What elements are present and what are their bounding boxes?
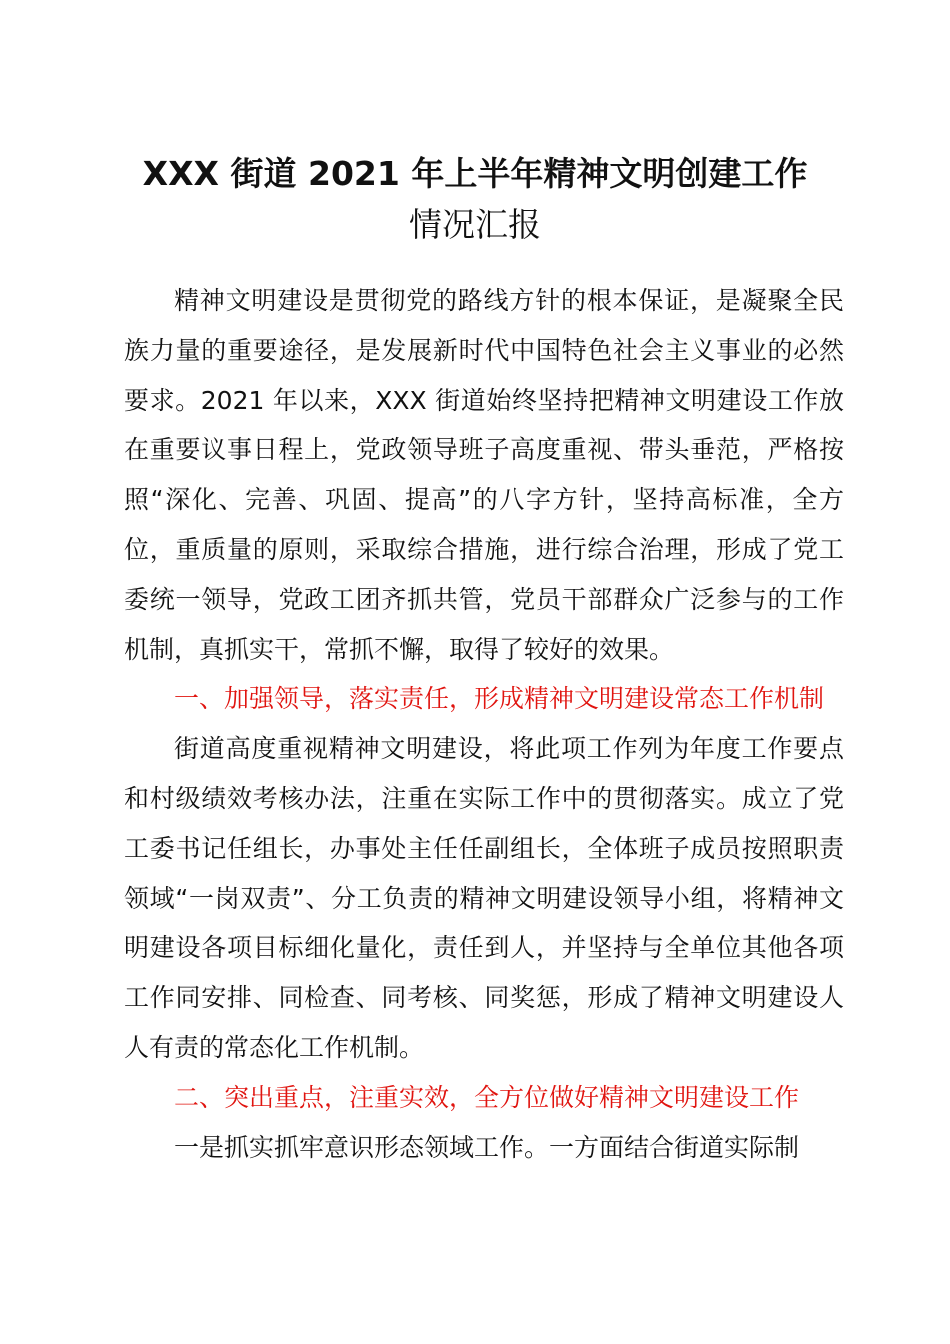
section-heading-2: 二、突出重点，注重实效，全方位做好精神文明建设工作 <box>174 1082 800 1112</box>
document-title-line-2: 情况汇报 <box>409 205 541 244</box>
section-heading-1: 一、加强领导，落实责任，形成精神文明建设常态工作机制 <box>174 684 825 714</box>
intro-paragraph: 精神文明建设是贯彻党的路线方针的根本保证，是凝聚全民族力量的重要途径，是发展新时代中国特色社会主义事业的必然要求。2021 年以来，XXX 街道始终坚持把精神文明建设工作放在重要议事日程上，党政领导班子高度重视、带头垂范，严格按照“深化、完善、巩固、提高”的八字方针，坚持高标准，全方位，重质量的原则，采取综合措施，进行综合治理，形成了党工委统一领导，党政工团齐抓共管，党员干部群众广泛参与的工作机制，真抓实干，常抓不懈，取得了较好的效果。 <box>124 286 844 664</box>
document-body <box>124 276 844 1172</box>
section-2-paragraph: 一是抓实抓牢意识形态领域工作。一方面结合街道实际制 <box>174 1132 800 1162</box>
document-title-line-1: XXX 街道 2021 年上半年精神文明创建工作 <box>142 154 808 193</box>
section-1-paragraph: 街道高度重视精神文明建设，将此项工作列为年度工作要点和村级绩效考核办法，注重在实际工作中的贯彻落实。成立了党工委书记任组长，办事处主任任副组长，全体班子成员按照职责领域“一岗双责”、分工负责的精神文明建设领导小组，将精神文明建设各项目标细化量化，责任到人，并坚持与全单位其他各项工作同安排、同检查、同考核、同奖惩，形成了精神文明建设人人有责的常态化工作机制。 <box>124 734 844 1062</box>
